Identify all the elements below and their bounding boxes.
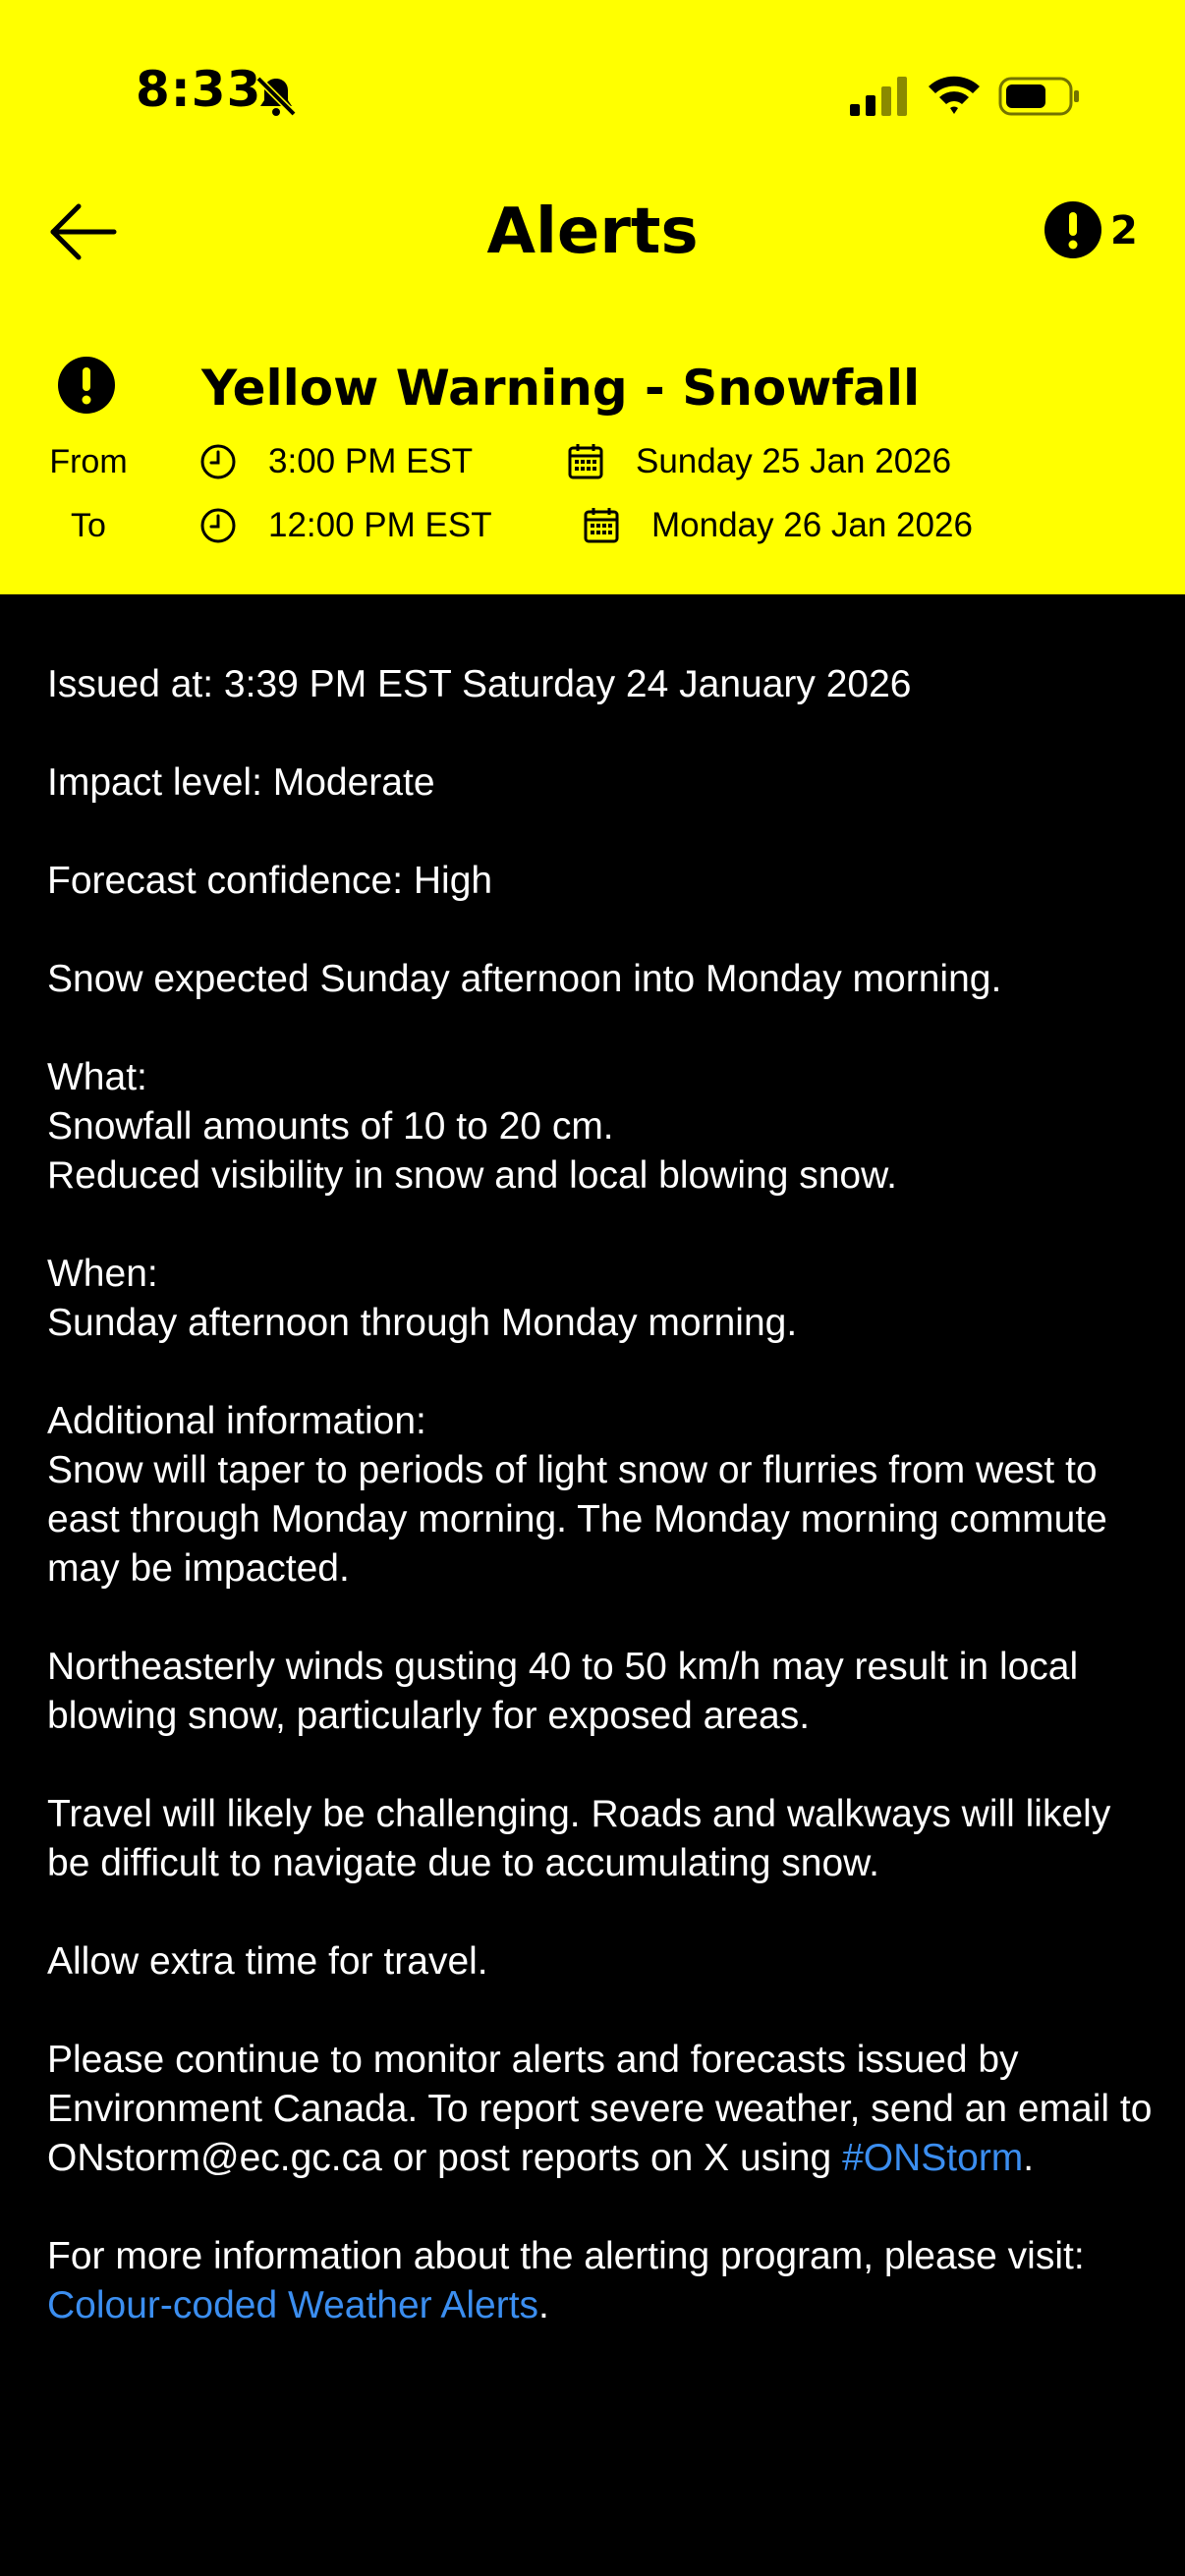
from-date: Sunday 25 Jan 2026 <box>636 442 952 480</box>
what-heading: What: <box>47 1056 147 1098</box>
cellular-signal-icon <box>850 77 907 116</box>
wifi-icon <box>927 73 982 116</box>
when-text: Sunday afternoon through Monday morning. <box>47 1302 798 1344</box>
monitor-end: . <box>1023 2137 1035 2179</box>
alert-header <box>0 0 1185 594</box>
alert-count-button[interactable] <box>1040 196 1157 267</box>
additional-text-2: Northeasterly winds gusting 40 to 50 km/h may result in local blowing snow, particularly for exposed areas. <box>47 1646 1079 1737</box>
alert-details <box>47 660 1157 2330</box>
clock-icon <box>198 506 238 545</box>
warning-title: Yellow Warning - Snowfall <box>201 360 921 417</box>
to-label: To <box>71 507 106 544</box>
from-label: From <box>49 443 128 480</box>
to-time: 12:00 PM EST <box>268 506 492 544</box>
issued-text: Issued at: 3:39 PM EST Saturday 24 January 2026 <box>47 663 912 705</box>
additional-heading: Additional information: <box>47 1400 426 1442</box>
impact-text: Impact level: Moderate <box>47 761 435 804</box>
what-text-2: Reduced visibility in snow and local blowing snow. <box>47 1154 897 1197</box>
onstorm-hashtag-link[interactable]: #ONStorm <box>842 2137 1024 2179</box>
monitor-text: Please continue to monitor alerts and forecasts issued by Environment Canada. To report severe weather, send an email to ONstorm@ec.gc.ca or post reports on X using <box>47 2039 1153 2179</box>
summary-text: Snow expected Sunday afternoon into Monday morning. <box>47 958 1002 1000</box>
status-time: 8:33 <box>136 61 262 118</box>
monitor-paragraph <box>47 2036 1157 2183</box>
exclamation-circle-icon <box>57 356 116 415</box>
more-info-end: . <box>538 2284 549 2326</box>
when-heading: When: <box>47 1253 158 1295</box>
status-bar <box>0 0 1185 187</box>
colour-coded-alerts-link[interactable]: Colour-coded Weather Alerts <box>47 2284 539 2326</box>
bell-slash-icon <box>253 73 300 120</box>
calendar-icon <box>566 442 605 481</box>
alert-count-badge: 2 <box>1110 208 1138 253</box>
additional-text-1: Snow will taper to periods of light snow or flurries from west to east through Monday morning. The Monday morning commute may be impacted. <box>47 1449 1107 1590</box>
confidence-text: Forecast confidence: High <box>47 860 493 902</box>
more-info-paragraph <box>47 2232 1157 2330</box>
calendar-icon <box>582 506 621 545</box>
battery-icon <box>998 77 1081 116</box>
clock-icon <box>198 442 238 481</box>
to-date: Monday 26 Jan 2026 <box>651 506 973 544</box>
what-text-1: Snowfall amounts of 10 to 20 cm. <box>47 1105 614 1148</box>
exclamation-circle-icon <box>1044 200 1102 259</box>
more-info-text: For more information about the alerting program, please visit: <box>47 2235 1085 2277</box>
page-title: Alerts <box>486 196 699 268</box>
additional-text-3: Travel will likely be challenging. Roads and walkways will likely be difficult to navigate due to accumulating snow. <box>47 1793 1111 1884</box>
additional-text-4: Allow extra time for travel. <box>47 1940 488 1983</box>
from-time: 3:00 PM EST <box>268 442 474 480</box>
